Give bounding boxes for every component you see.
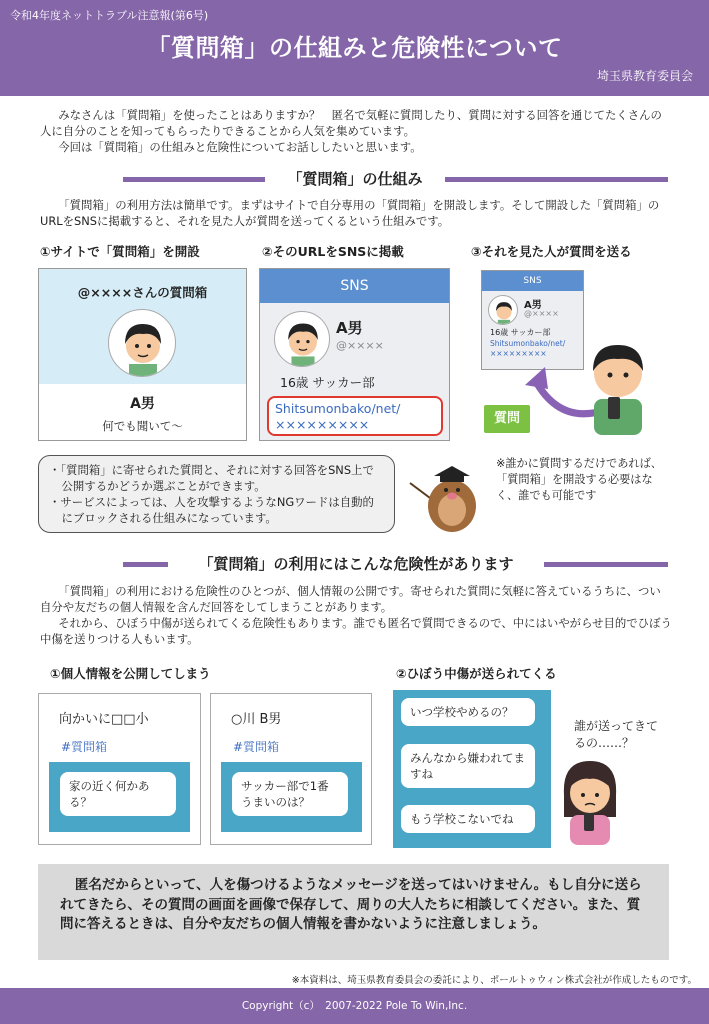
sns-mini-header: SNS [482,271,583,291]
boy-avatar-icon [109,310,176,377]
card-hashtag: #質問箱 [61,740,108,754]
page-header [0,0,709,96]
risk1-title: ①個人情報を公開してしまう [50,666,211,681]
callout-item: ・サービスによっては、人を攻撃するようなNGワードは自動的にブロックされる仕組みになっています。 [49,495,374,525]
card-hashtag: #質問箱 [233,740,280,754]
sns-profile-panel [259,268,450,441]
card-user-name: ○川 B男 [231,712,282,727]
section1-title: 「質問箱」の仕組み [265,168,445,189]
usage-note: ※誰かに質問するだけであれば、「質問箱」を開設する必要はなく、誰でも可能です [496,457,662,502]
question-box-title: @××××さんの質問箱 [77,285,208,300]
card-question-area [49,762,190,832]
intro-text [40,107,672,155]
worried-girl-icon [558,755,622,845]
section1-text [40,197,672,229]
abusive-messages-box [393,690,551,848]
mole-teacher-icon [408,458,486,534]
question-tag: 質問 [484,405,530,433]
question-box-url-link[interactable]: Shitsumonbako/net/××××××××× [267,396,443,436]
panel2-profile: 16歳 サッカー部 [280,375,375,390]
intro-paragraph: みなさんは「質問箱」を使ったことはありますか？ 匿名で気軽に質問したり、質問に対する回答を通じてたくさんの人に自分のことを知ってもらったりできることから人気を集めています。 [40,108,662,138]
panel3-handle: @×××× [524,309,559,318]
sns-mini-panel [481,270,584,370]
page-title: 「質問箱」の仕組みと危険性について [146,34,563,62]
boy-with-phone-icon [580,335,655,435]
step2-title: ②そのURLをSNSに掲載 [262,244,404,259]
panel1-user-name: A男 [130,396,155,412]
abusive-message: いつ学校やめるの？ [401,698,535,726]
step1-title: ①サイトで「質問箱」を開設 [40,244,200,259]
card-user-name: 向かいに□□小 [59,712,149,727]
question-box-panel [38,268,247,441]
boy-avatar [488,295,518,325]
boy-avatar-icon [489,296,518,325]
risk1-card [210,693,372,845]
section1-paragraph: 「質問箱」の利用方法は簡単です。まずはサイトで自分専用の「質問箱」を開設します。そして開設した「質問箱」のURLをSNSに掲載すると、それを見た人が質問を送ってくるという仕組みです。 [40,198,660,228]
callout-list [49,462,384,526]
card-question: サッカー部で1番うまいのは？ [232,772,348,816]
sns-header: SNS [260,269,449,303]
copyright-footer: Copyright（c） 2007-2022 Pole To Win,Inc. [0,988,709,1024]
issue-label: 令和4年度ネットトラブル注意報(第6号) [10,9,209,22]
warning-text: 匿名だからといって、人を傷つけるようなメッセージを送ってはいけません。もし自分に送られてきたら、その質問の画面を画像で保存して、周りの大人たちに相談してください。また、質問に答えるときは、自分や友だちの個人情報を書かないように注意しましょう。 [60,877,642,932]
boy-avatar [274,311,330,367]
card-question: 家の近く何かある？ [60,772,176,816]
girl-thought-text: 誰が送ってきてるの……？ [574,719,659,750]
boy-avatar-icon [275,312,330,367]
abusive-message: みんなから嫌われてますね [401,744,535,788]
panel3-profile: 16歳 サッカー部 [490,328,551,337]
risk2-title: ②ひぼう中傷が送られてくる [396,666,557,681]
callout-item: ・「質問箱」に寄せられた質問と、それに対する回答をSNS上で公開するかどうか選ぶことができます。 [49,463,374,493]
info-callout [38,455,395,533]
panel3-user-name: A男 [524,300,542,311]
footnote: ※本資料は、埼玉県教育委員会の委託により、ポールトゥウィン株式会社が作成したものです。 [291,975,697,986]
panel2-handle: @×××× [336,339,384,352]
section2-text [40,583,672,647]
panel3-url: Shitsumonbako/net/××××××××× [490,339,566,358]
organization-name: 埼玉県教育委員会 [596,69,693,83]
risk1-card [38,693,201,845]
card-question-area [221,762,362,832]
abusive-message: もう学校こないでね [401,805,535,833]
panel2-user-name: A男 [336,319,363,337]
boy-avatar [108,309,176,377]
warning-box [38,864,669,960]
intro-paragraph: 今回は「質問箱」の仕組みと危険性についてお話ししたいと思います。 [58,140,422,154]
panel1-message: 何でも聞いて〜 [102,419,183,433]
step3-title: ③それを見た人が質問を送る [471,244,632,259]
section2-title: 「質問箱」の利用にはこんな危険性があります [168,553,544,574]
section2-paragraph: 「質問箱」の利用における危険性のひとつが、個人情報の公開です。寄せられた質問に気軽に答えているうちに、つい自分や友だちの個人情報を含んだ回答をしてしまうことがあります。 [40,584,661,614]
section2-paragraph: それから、ひぼう中傷が送られてくる危険性もあります。誰でも匿名で質問できるので、中にはいやがらせ目的でひぼう中傷を送りつける人もいます。 [40,616,672,646]
